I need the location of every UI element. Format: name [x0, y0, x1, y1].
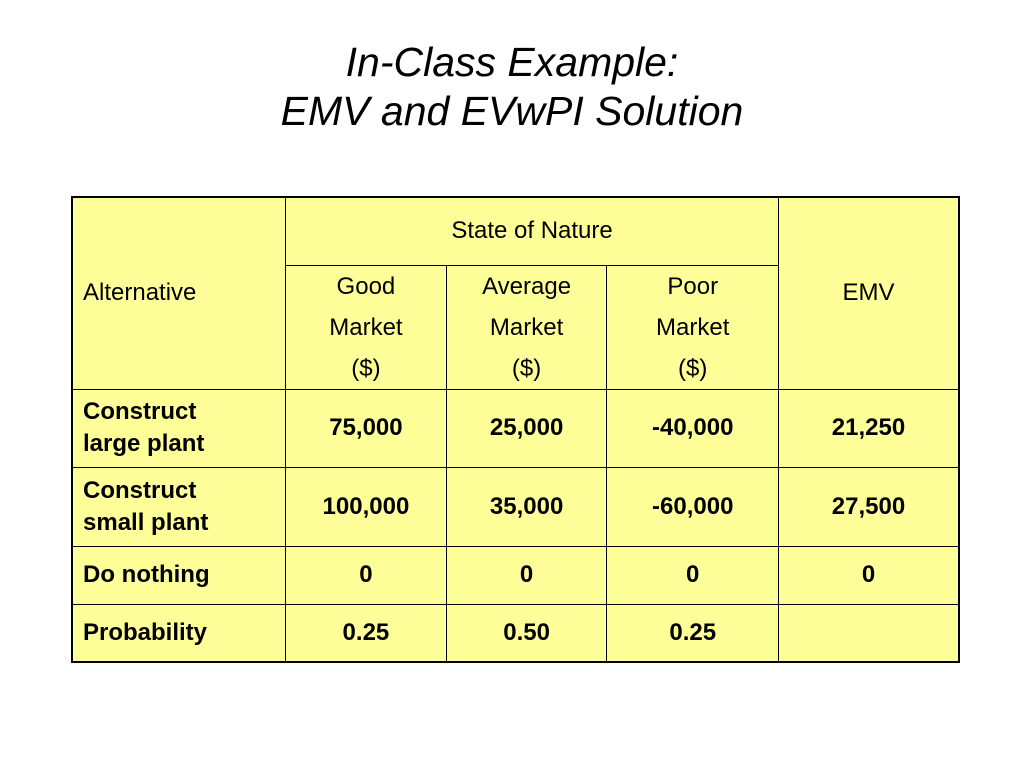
payoff-cell: 0	[446, 546, 607, 604]
payoff-cell: 35,000	[446, 467, 607, 546]
payoff-cell: 0	[607, 546, 779, 604]
average-market-header	[446, 265, 607, 389]
row-label-line-1: Construct	[83, 476, 197, 504]
average-market-line-2: Market	[489, 313, 564, 341]
state-of-nature-header: State of Nature	[286, 197, 779, 265]
payoff-cell: 0	[286, 546, 447, 604]
good-market-header	[286, 265, 447, 389]
alternative-header: Alternative	[72, 197, 286, 389]
table-row	[72, 467, 959, 546]
poor-market-line-3: ($)	[678, 354, 708, 382]
row-label-line-2: small plant	[83, 508, 209, 536]
empty-emv-cell	[779, 604, 960, 662]
probability-cell: 0.25	[286, 604, 447, 662]
row-label-large-plant	[72, 389, 286, 467]
payoff-cell: 100,000	[286, 467, 447, 546]
row-label-small-plant	[72, 467, 286, 546]
poor-market-header	[607, 265, 779, 389]
average-market-line-3: ($)	[511, 354, 542, 382]
payoff-cell: -60,000	[607, 467, 779, 546]
good-market-line-1: Good	[336, 272, 396, 300]
payoff-cell: -40,000	[607, 389, 779, 467]
poor-market-line-2: Market	[656, 313, 730, 341]
payoff-cell: 75,000	[286, 389, 447, 467]
good-market-line-2: Market	[329, 313, 403, 341]
title-line-1: In-Class Example:	[345, 39, 679, 85]
row-label-line-1: Construct	[83, 398, 197, 425]
emv-cell: 21,250	[779, 389, 960, 467]
table-row	[72, 389, 959, 467]
average-market-line-1: Average	[482, 272, 572, 300]
probability-row	[72, 604, 959, 662]
probability-cell: 0.25	[607, 604, 779, 662]
header-row-1	[72, 197, 959, 265]
row-label-do-nothing: Do nothing	[72, 546, 286, 604]
row-label-line-2: large plant	[83, 430, 205, 457]
emv-header: EMV	[779, 197, 960, 389]
emv-cell: 0	[779, 546, 960, 604]
probability-label: Probability	[72, 604, 286, 662]
table-row	[72, 546, 959, 604]
poor-market-line-1: Poor	[667, 272, 719, 300]
emv-cell: 27,500	[779, 467, 960, 546]
probability-cell: 0.50	[446, 604, 607, 662]
good-market-line-3: ($)	[351, 354, 381, 382]
title-line-2: EMV and EVwPI Solution	[280, 88, 744, 134]
payoff-table	[71, 196, 960, 663]
payoff-cell: 25,000	[446, 389, 607, 467]
slide-title	[0, 38, 1024, 136]
